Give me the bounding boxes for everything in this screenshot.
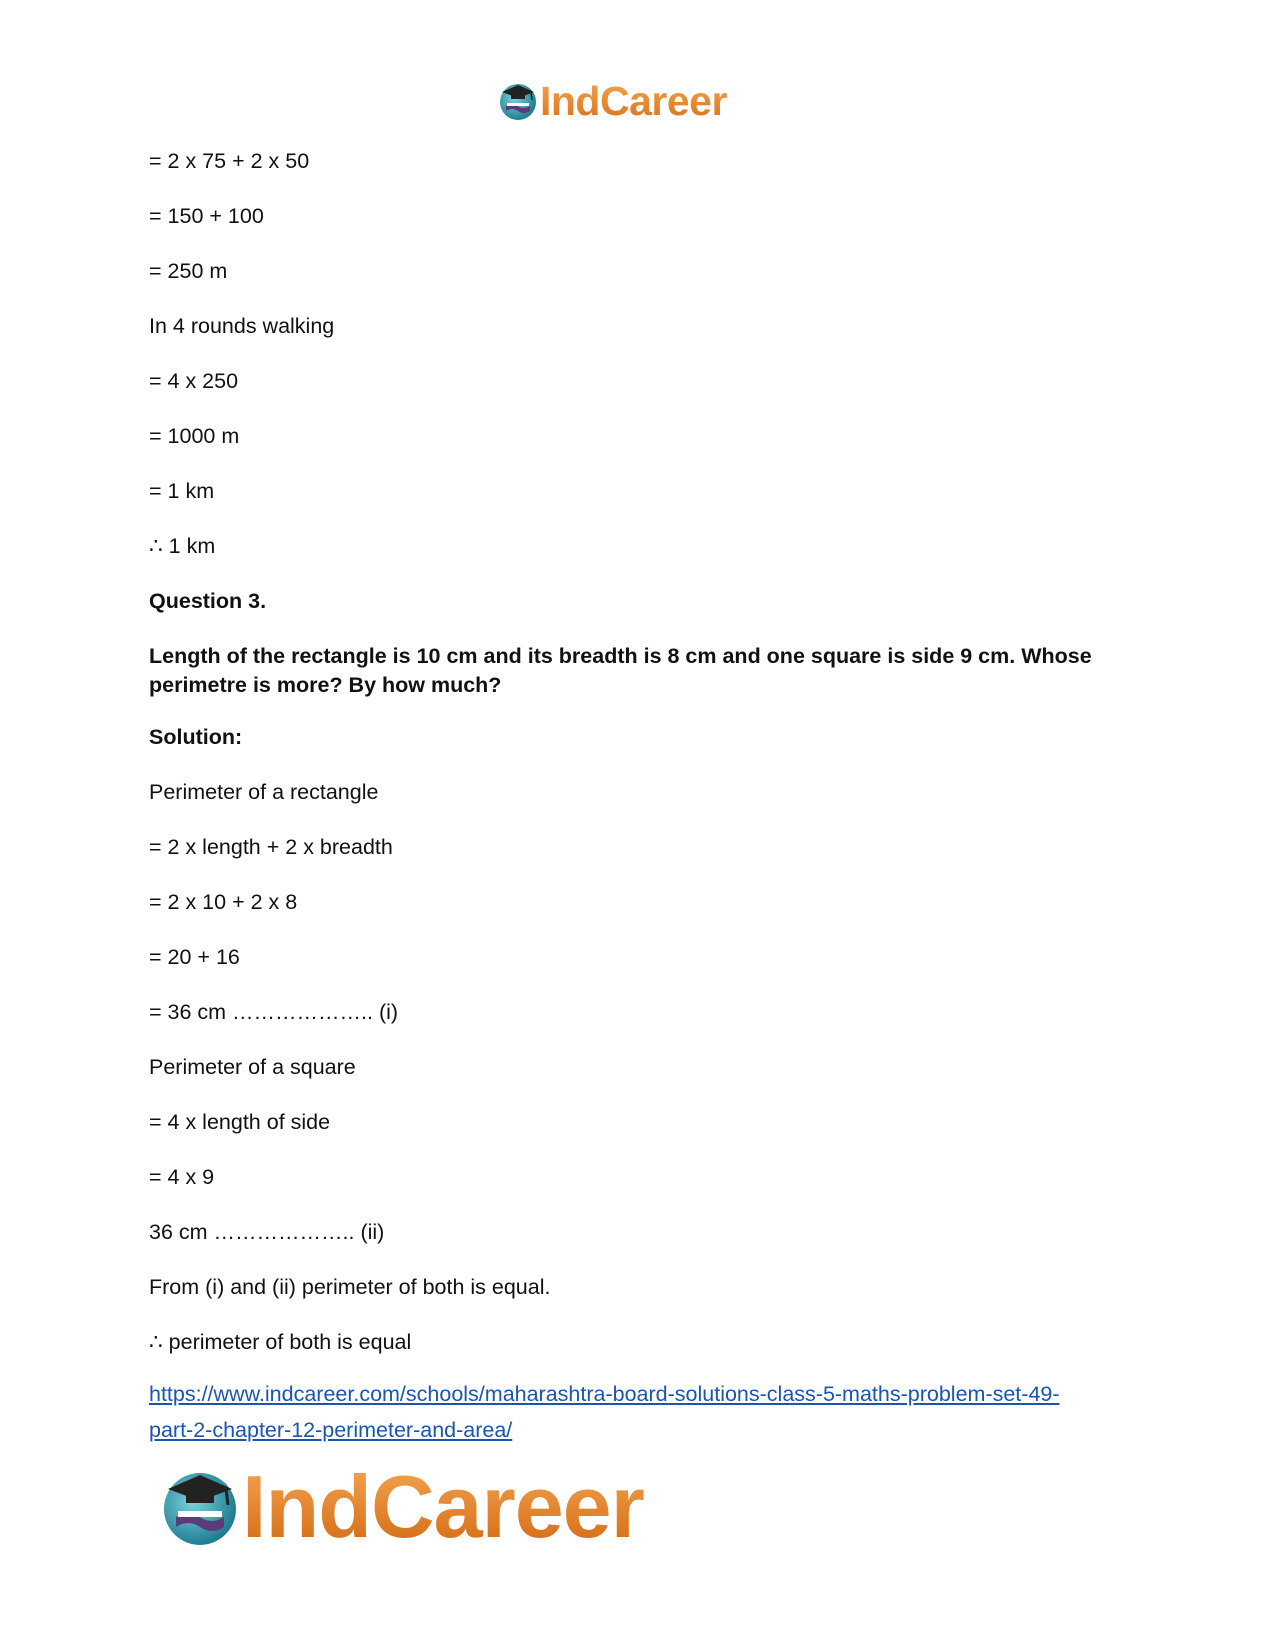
- solution-heading: Solution:: [149, 725, 243, 749]
- calc-line: = 2 x 10 + 2 x 8: [149, 890, 298, 914]
- calc-line: = 1000 m: [149, 424, 240, 448]
- source-link-line-2[interactable]: part-2-chapter-12-perimeter-and-area/: [149, 1418, 513, 1442]
- calc-line: = 2 x 75 + 2 x 50: [149, 149, 310, 173]
- calc-line: = 150 + 100: [149, 204, 264, 228]
- calc-line: Perimeter of a rectangle: [149, 780, 379, 804]
- calc-line: = 4 x length of side: [149, 1110, 331, 1134]
- calc-line: = 4 x 250: [149, 369, 239, 393]
- header-logo: [498, 77, 727, 124]
- answer-line: ∴ 1 km: [149, 534, 216, 558]
- source-link[interactable]: [149, 1376, 1129, 1448]
- calc-line: = 4 x 9: [149, 1165, 215, 1189]
- graduation-globe-icon: [498, 80, 540, 122]
- brand-name: IndCareer: [540, 77, 727, 124]
- document-body: [149, 148, 1129, 1448]
- calc-line: In 4 rounds walking: [149, 314, 335, 338]
- question-heading: Question 3.: [149, 589, 267, 613]
- question-text: Length of the rectangle is 10 cm and its breadth is 8 cm and one square is side 9 cm. Whose perimetre is more? By how much?: [149, 644, 1092, 697]
- calc-line: = 2 x length + 2 x breadth: [149, 835, 393, 859]
- brand-name: IndCareer: [242, 1457, 644, 1556]
- source-link-line-1[interactable]: https://www.indcareer.com/schools/maharashtra-board-solutions-class-5-maths-problem-set-49-: [149, 1382, 1060, 1406]
- conclusion-line: From (i) and (ii) perimeter of both is equal.: [149, 1275, 551, 1299]
- calc-line: 36 cm ……………….. (ii): [149, 1220, 385, 1244]
- graduation-globe-icon: [160, 1465, 244, 1549]
- calc-line: = 20 + 16: [149, 945, 240, 969]
- footer-logo: [160, 1457, 644, 1556]
- calc-line: Perimeter of a square: [149, 1055, 356, 1079]
- calc-line: = 250 m: [149, 259, 228, 283]
- calc-line: = 1 km: [149, 479, 215, 503]
- answer-line: ∴ perimeter of both is equal: [149, 1330, 412, 1354]
- calc-line: = 36 cm ……………….. (i): [149, 1000, 399, 1024]
